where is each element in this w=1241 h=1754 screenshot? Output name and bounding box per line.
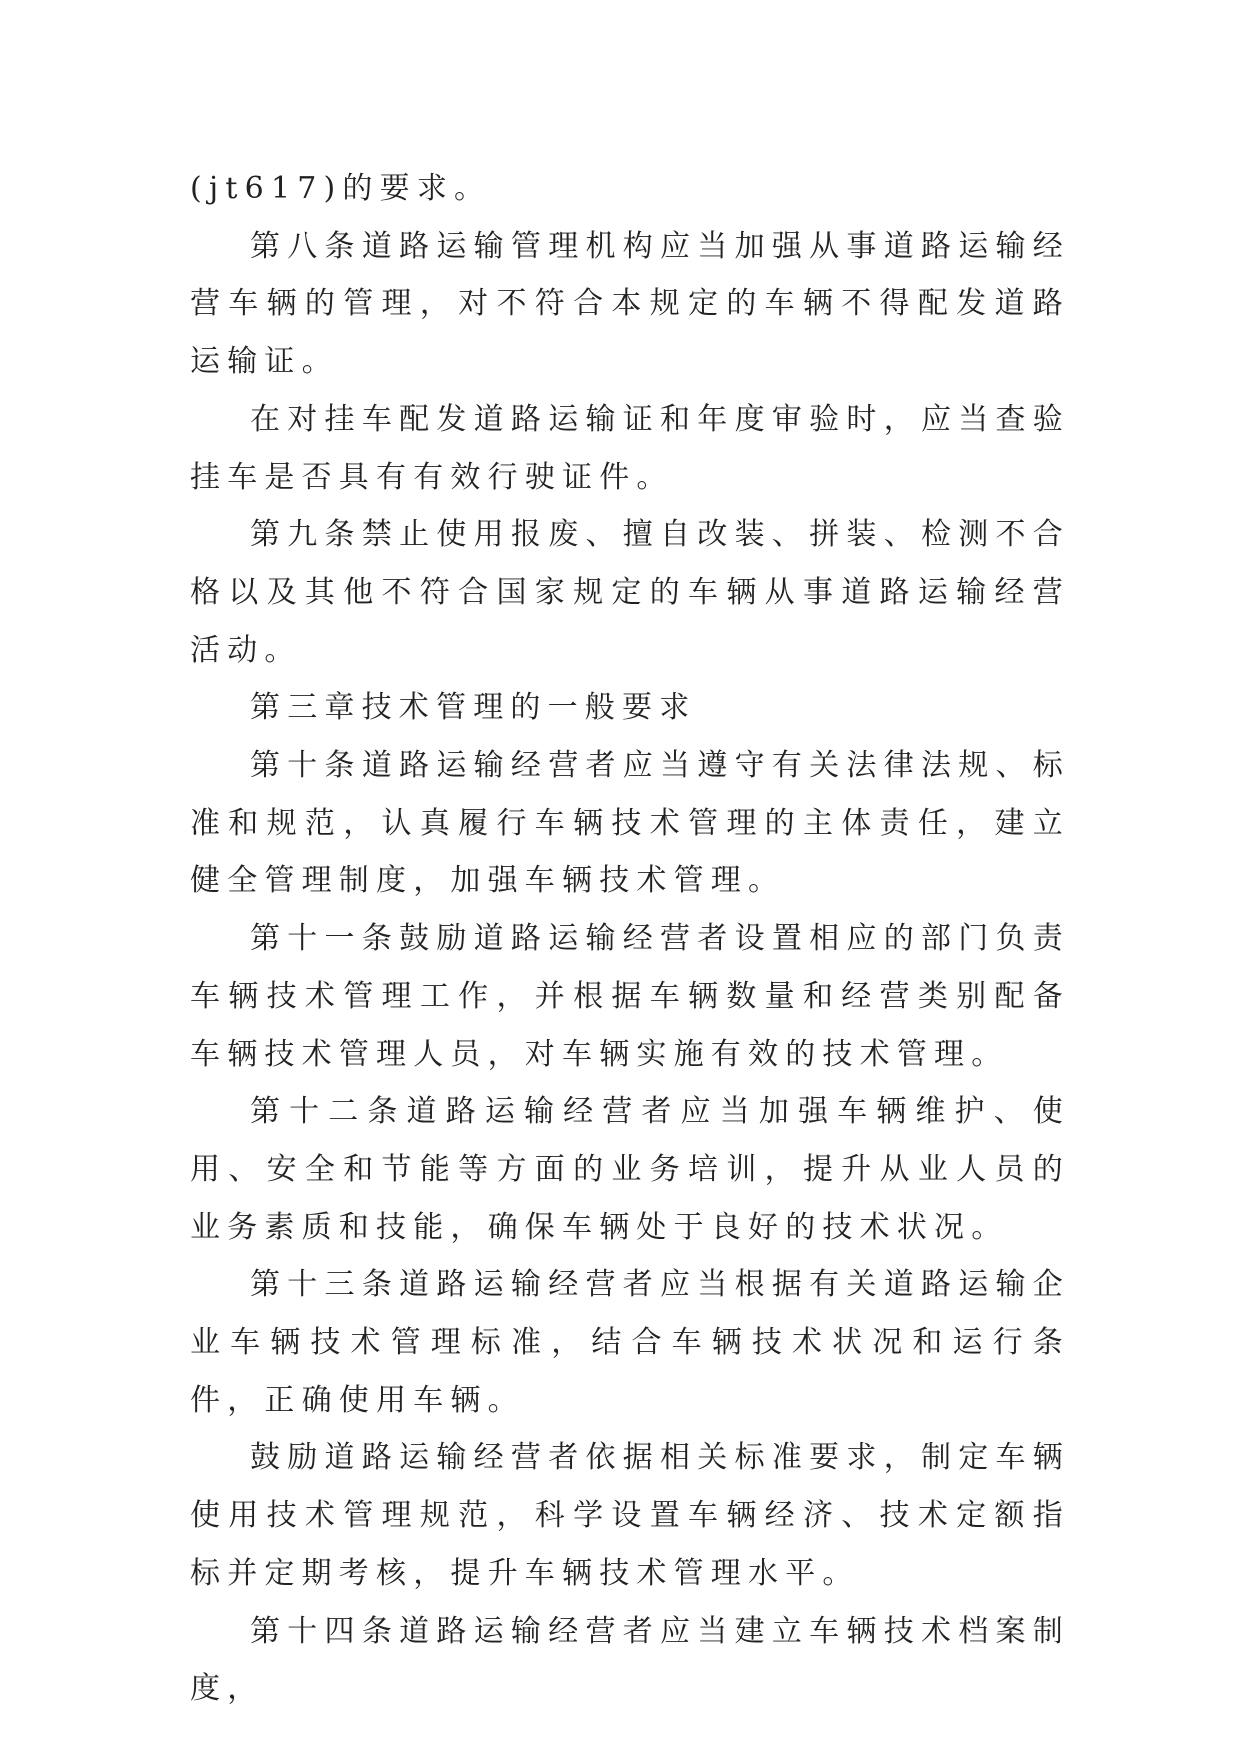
paragraph-article-12: 第十二条道路运输经营者应当加强车辆维护、使用、安全和节能等方面的业务培训，提升从业人员的业务素质和技能，确保车辆处于良好的技术状况。 — [190, 1094, 1070, 1245]
paragraph-article-10: 第十条道路运输经营者应当遵守有关法律法规、标准和规范，认真履行车辆技术管理的主体责任，建立健全管理制度，加强车辆技术管理。 — [190, 748, 1070, 899]
paragraph-article-8: 第八条道路运输管理机构应当加强从事道路运输经营车辆的管理，对不符合本规定的车辆不得配发道路运输证。 — [190, 228, 1070, 380]
paragraph-trailer-inspection: 在对挂车配发道路运输证和年度审验时，应当查验挂车是否具有有效行驶证件。 — [190, 401, 1070, 495]
paragraph-article-14: 第十四条道路运输经营者应当建立车辆技术档案制度， — [190, 1613, 1070, 1707]
paragraph-article-9: 第九条禁止使用报废、擅自改装、拼装、检测不合格以及其他不符合国家规定的车辆从事道路运输经营活动。 — [190, 517, 1070, 668]
document-body — [190, 160, 1070, 1718]
paragraph-encourage-standards: 鼓励道路运输经营者依据相关标准要求，制定车辆使用技术管理规范，科学设置车辆经济、技术定额指标并定期考核，提升车辆技术管理水平。 — [190, 1440, 1070, 1591]
paragraph-continuation: (jt617)的要求。 — [190, 171, 492, 206]
chapter-heading: 第三章技术管理的一般要求 — [250, 690, 697, 726]
paragraph-article-13: 第十三条道路运输经营者应当根据有关道路运输企业车辆技术管理标准，结合车辆技术状况和运行条件，正确使用车辆。 — [190, 1267, 1070, 1418]
paragraph-article-11: 第十一条鼓励道路运输经营者设置相应的部门负责车辆技术管理工作，并根据车辆数量和经营类别配备车辆技术管理人员，对车辆实施有效的技术管理。 — [190, 921, 1070, 1072]
